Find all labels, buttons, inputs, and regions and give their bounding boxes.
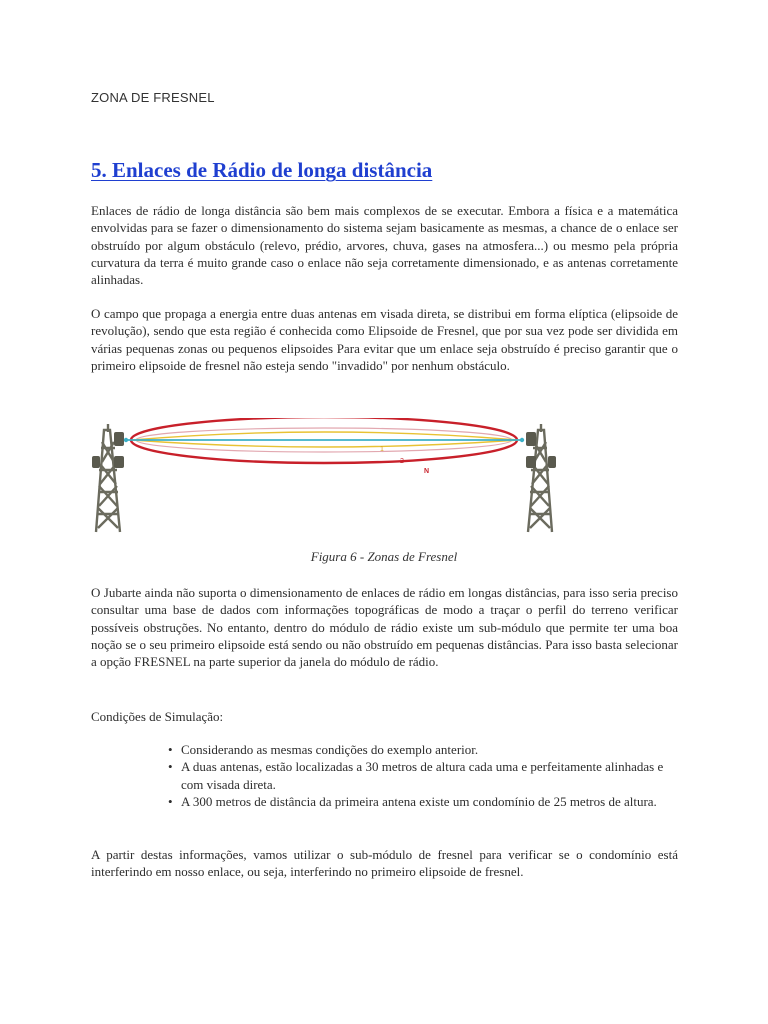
- list-item: [165, 741, 678, 758]
- list-item-text: A duas antenas, estão localizadas a 30 metros de altura cada uma e perfeitamente alinhadas e com visada direta.: [181, 759, 664, 792]
- paragraph-intro: Enlaces de rádio de longa distância são bem mais complexos de se executar. Embora a física e a matemática envolvidas para se fazer o dimensionamento do sistema sejam basicamente as mesmas, a chance de o enlace ser obstruído por algum obstáculo (relevo, prédio, arvores, chuva, gases na atmosfera...) ou mesmo pela própria curvatura da terra é muito grande caso o enlace não seja corretamente dimensionado, e as antenas corretamente alinhadas.: [91, 203, 678, 288]
- list-item: [165, 793, 678, 810]
- list-item: [165, 758, 678, 793]
- zone-label-2: 2: [400, 458, 404, 465]
- fresnel-illustration: [90, 418, 560, 536]
- zone-label-n: N: [424, 468, 430, 475]
- paragraph-fresnel-ellipsoid: O campo que propaga a energia entre duas antenas em visada direta, se distribui em forma elíptica (elipsoide de revolução), sendo que esta região é conhecida como Elipsoide de Fresnel, que por sua vez pode ser dividida em várias pequenas zonas ou pequenos elipsoides Para evitar que um enlace seja obstruído é preciso garantir que o primeiro elipsoide de fresnel não esteja sendo "invadido" por nenhum obstáculo.: [91, 306, 678, 373]
- section-heading-link[interactable]: 5. Enlaces de Rádio de longa distância: [91, 158, 433, 182]
- paragraph-simulation-conditions: Condições de Simulação:: [91, 709, 224, 724]
- list-item-text: A 300 metros de distância da primeira antena existe um condomínio de 25 metros de altura.: [181, 793, 657, 809]
- left-endpoint-dot: [124, 438, 128, 442]
- bullet-icon: •: [168, 759, 173, 775]
- right-endpoint-dot: [520, 438, 524, 442]
- bullet-icon: •: [168, 742, 173, 757]
- zone-label-1: 1: [380, 446, 384, 453]
- paragraph-jubarte: O Jubarte ainda não suporta o dimensionamento de enlaces de rádio em longas distâncias, para isso seria preciso consultar uma base de dados com informações topográficas de modo a traçar o perfil do terreno verificar possíveis obstruções. No entanto, dentro do módulo de rádio existe um sub-módulo que permite ter uma boa noção se o seu primeiro elipsoide está sendo ou não obstruído em pequenas distâncias. Para isso basta selecionar a opção FRESNEL na parte superior da janela do módulo de rádio.: [91, 585, 678, 670]
- figure-caption: Figura 6 - Zonas de Fresnel: [310, 549, 458, 564]
- list-item-text: Considerando as mesmas condições do exemplo anterior.: [181, 742, 479, 757]
- paragraph-conclusion: A partir destas informações, vamos utilizar o sub-módulo de fresnel para verificar se o condomínio está interferindo em nosso enlace, ou seja, interferindo no primeiro elipsoide de fresnel.: [91, 847, 678, 880]
- simulation-conditions-list: [165, 741, 678, 810]
- document-label: ZONA DE FRESNEL: [91, 90, 215, 105]
- fresnel-zones-figure: [90, 418, 560, 536]
- bullet-icon: •: [168, 793, 173, 809]
